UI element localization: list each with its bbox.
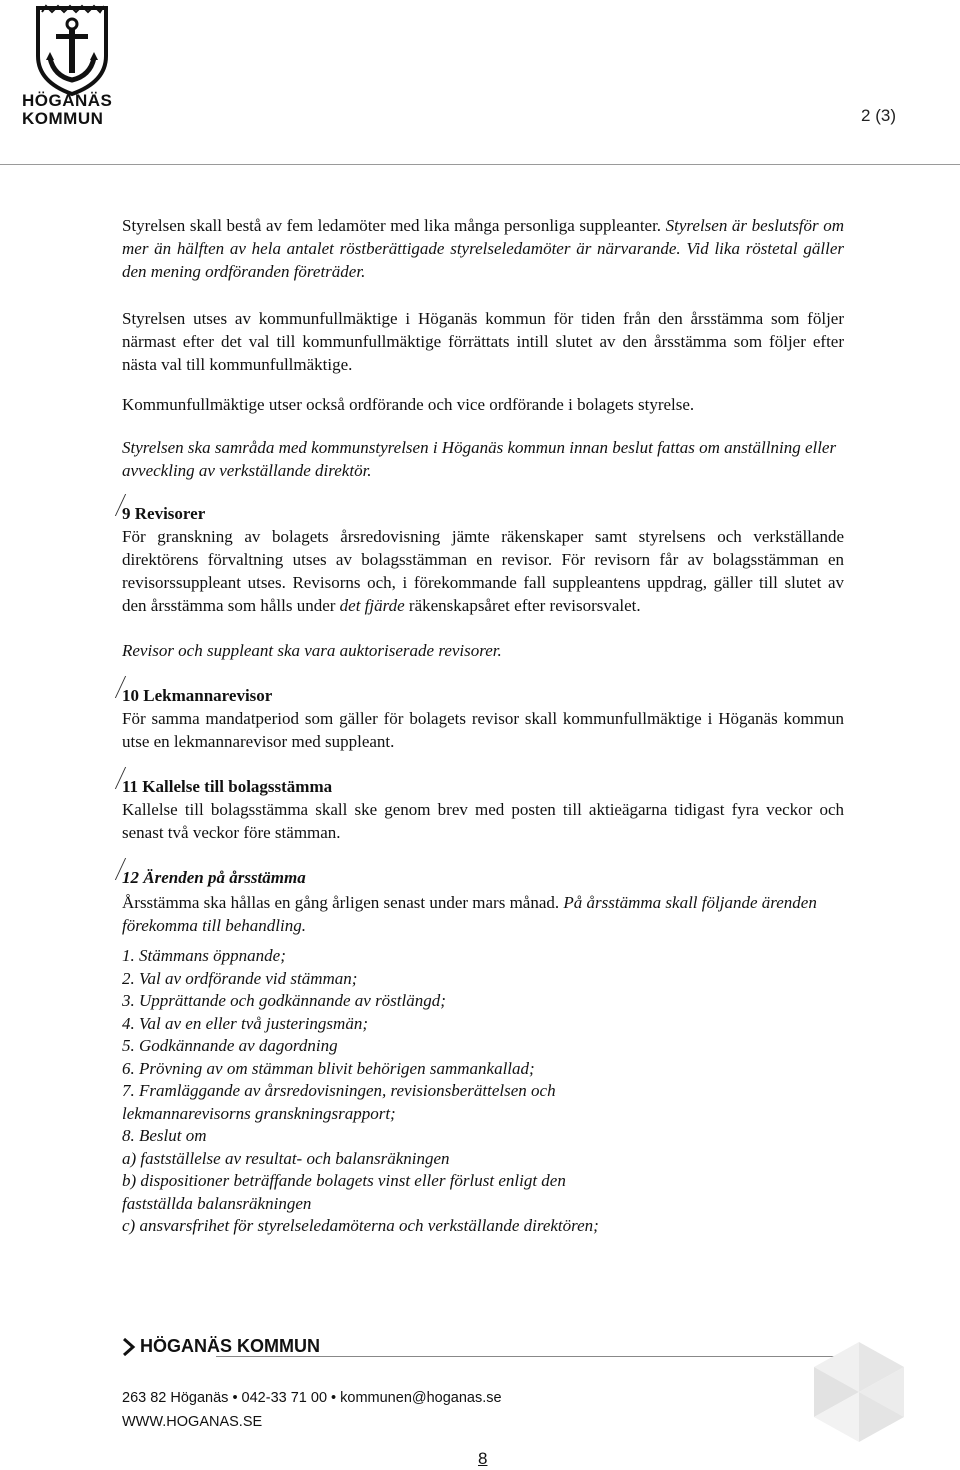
agenda-item: a) fastställelse av resultat- och balansräkningen [122,1148,450,1168]
agenda-list [122,945,844,1238]
paragraph-board-appointment: Styrelsen utses av kommunfullmäktige i Höganäs kommun för tiden från den årsstämma som följer närmast efter det val till kommunfullmäktige förrättats intill slutet av den årsstämma som följer efter nästa val till kommunfullmäktige. [122,309,844,374]
section-10-heading [122,684,844,707]
section-11-title: 11 Kallelse till bolagsstämma [122,777,333,796]
text-italic: det fjärde [339,596,405,615]
agenda-item: 1. Stämmans öppnande; [122,946,286,965]
logo-line-2: KOMMUN [22,109,104,128]
agenda-item: 5. Godkännande av dagordning [122,1036,338,1055]
footer-website-link[interactable]: WWW.HOGANAS.SE [122,1414,263,1430]
agenda-item: b) dispositioner beträffande bolagets vinst eller förlust enligt den [122,1171,566,1190]
section-10-text: För samma mandatperiod som gäller för bolagets revisor skall kommunfullmäktige i Höganäs kommun utse en lekmannarevisor med suppleant. [122,709,844,751]
paragraph-board-composition [122,214,844,283]
paragraph-consultation: Styrelsen ska samråda med kommunstyrelsen i Höganäs kommun innan beslut fattas om anställning eller avveckling av verkställande direktör. [122,438,837,480]
section-9-heading [122,502,844,525]
logo-line-1: HÖGANÄS [22,91,113,110]
footer-contact: 263 82 Höganäs • 042-33 71 00 • kommunen@hoganas.se [122,1390,502,1406]
text-plain: Styrelsen skall bestå av fem ledamöter med lika många personliga suppleanter. [122,216,666,235]
paragraph-chair: Kommunfullmäktige utser också ordförande och vice ordförande i bolagets styrelse. [122,395,695,414]
agenda-item: lekmannarevisorns granskningsrapport; [122,1103,396,1123]
document-body [122,214,844,1238]
section-9-note: Revisor och suppleant ska vara auktoriserade revisorer. [122,641,502,660]
agenda-item: c) ansvarsfrihet för styrelseledamöterna och verkställande direktören; [122,1216,599,1235]
section-10-title: 10 Lekmannarevisor [122,686,273,705]
agenda-item: 6. Prövning av om stämman blivit behörigen sammankallad; [122,1058,535,1078]
agenda-item: 3. Upprättande och godkännande av röstlängd; [122,991,446,1010]
footer-divider [216,1356,850,1357]
text-plain: räkenskapsåret efter revisorsvalet. [404,596,641,615]
agenda-item: 7. Framläggande av årsredovisningen, revisionsberättelsen och [122,1081,556,1100]
page-indicator: 2 (3) [861,106,896,125]
footer-org-name: HÖGANÄS KOMMUN [140,1336,320,1356]
footer-arrow-icon [122,1337,136,1357]
text-italic: På årsstämma skall följande ärenden förekomma till behandling. [122,893,817,935]
text-plain: Årsstämma ska hållas en gång årligen senast under mars månad. [122,893,564,912]
text-plain: För granskning av bolagets årsredovisning jämte räkenskaper samt styrelsens och verkställande direktörens förvaltning utses av bolagsstämman en revisor. För revisorn får av bolagsstämman en revisorssuppleant utses. Revisorns och, i förekommande fall suppleantens uppdrag, gäller till slutet av den årsstämma som hålls under [122,527,844,615]
section-11-text: Kallelse till bolagsstämma skall ske genom brev med posten till aktieägarna tidigast fyra veckor och senast två veckor före stämman. [122,800,844,842]
section-11-heading [122,775,844,798]
section-12-heading [122,866,844,889]
logo-wordmark [22,92,132,128]
agenda-item: 8. Beslut om [122,1126,207,1145]
agenda-item: 2. Val av ordförande vid stämman; [122,968,358,988]
header-divider [0,164,960,165]
text-italic: Styrelsen är beslutsför om mer än hälften av hela antalet röstberättigade styrelseledamöter är närvarande. Vid lika röstetal gäller den mening ordföranden företräder. [122,216,845,281]
decorative-triangles-icon [814,1342,904,1442]
agenda-item: 4. Val av en eller två justeringsmän; [122,1013,368,1033]
section-12-title: 12 Ärenden på årsstämma [122,868,306,887]
footer-page-number: 8 [478,1449,488,1468]
section-9-text [122,525,844,617]
agenda-item: fastställda balansräkningen [122,1193,312,1213]
section-9-title: 9 Revisorer [122,504,206,523]
section-12-text [122,891,844,937]
